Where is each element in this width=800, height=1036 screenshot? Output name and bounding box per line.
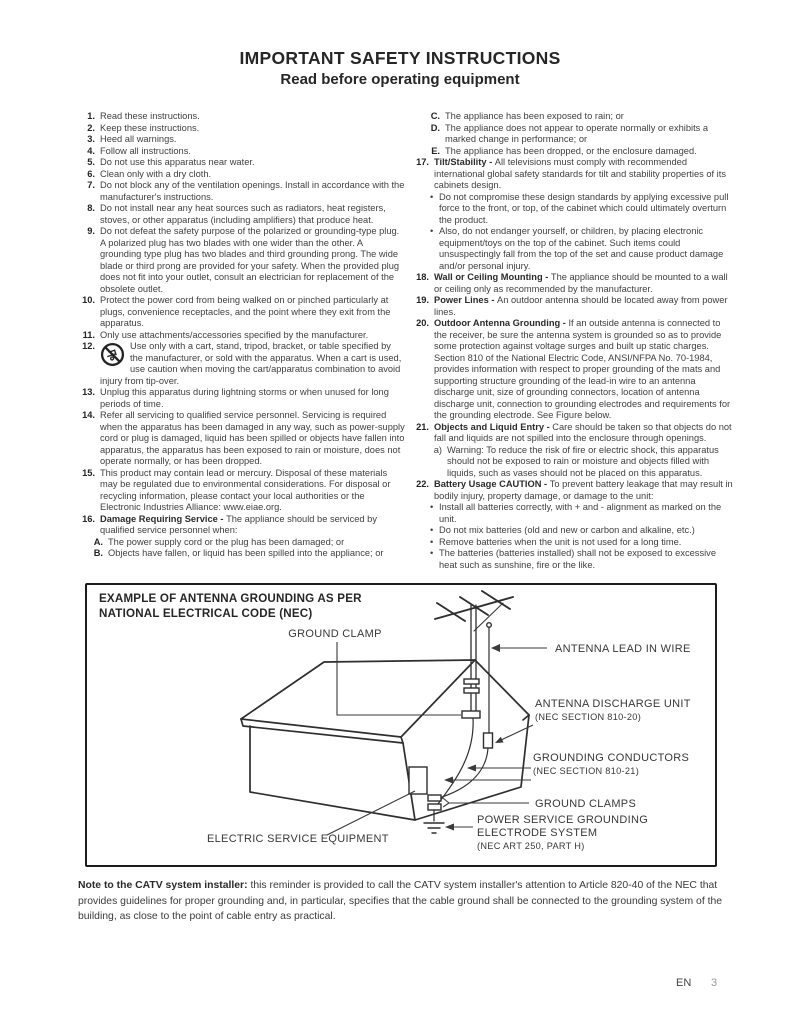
instruction-item: [78, 169, 406, 181]
item-text: Protect the power cord from being walked on or pinched particularly at plugs, convenience receptacles, and the point where they exit from the apparatus.: [100, 295, 391, 328]
item-text: Wall or Ceiling Mounting - The appliance should be mounted to a wall or ceiling only as recommended by the manufacturer.: [434, 272, 728, 294]
instruction-item: [78, 146, 406, 158]
item-text: Unplug this apparatus during lightning storms or when unused for long periods of time.: [100, 387, 389, 409]
item-text: Refer all servicing to qualified service personnel. Servicing is required when the apparatus has been damaged in any way, such as power-supply cord or plug is damaged, liquid has been spilled or objects have fallen into apparatus, the apparatus has been exposed to rain or moisture, does not operate normally, or has been dropped.: [100, 410, 405, 466]
item-text: The power supply cord or the plug has been damaged; or: [108, 536, 345, 547]
item-marker: 18.: [416, 272, 429, 282]
item-text: Battery Usage CAUTION - To prevent battery leakage that may result in bodily injury, property damage, or damage to the unit:: [434, 479, 733, 501]
item-text: Remove batteries when the unit is not used for a long time.: [439, 536, 682, 547]
item-marker: •: [430, 191, 434, 202]
instruction-item: [78, 203, 406, 226]
page-number: 3: [711, 977, 718, 989]
ground-clamp-label: GROUND CLAMP: [288, 628, 382, 640]
item-marker: •: [430, 226, 434, 236]
item-marker: •: [430, 548, 434, 558]
item-lead: Wall or Ceiling Mounting -: [434, 272, 551, 282]
item-text: Outdoor Antenna Grounding - If an outside antenna is connected to the receiver, be sure the antenna system is grounded so as to provide some protection against voltage surges and built up static charges. Section 810 of the National Electric Code, ANSI/NFPA No. 70-1984, provides information with respect to proper grounding of the mats and supporting structure grounding of the lead-in wire to an antenna discharge unit, size of grounding connectors, location of antenna discharge unit, connection to grounding electrodes and requirements for the grounding electrode. See Figure below.: [434, 318, 731, 420]
instruction-item: [428, 146, 733, 158]
item-marker: 12.: [82, 341, 95, 351]
item-marker: 8.: [87, 203, 95, 213]
antenna-discharge-unit-nec-label: (NEC SECTION 810-20): [535, 712, 642, 722]
item-text: This product may contain lead or mercury. Disposal of these materials may be regulated due to environmental considerations. For disposal or recycling information, please contact your local authorities or the Electronic Industries Alliance: www.eiae.org.: [100, 467, 391, 512]
instructions-left-column: [78, 111, 406, 560]
item-text: Warning: To reduce the risk of fire or electric shock, this apparatus should not be exposed to rain or moisture and objects filled with liquids, such as vases should not be placed on this apparatus.: [447, 444, 719, 478]
item-marker: 13.: [82, 387, 95, 397]
instruction-item: [78, 330, 406, 342]
instruction-item: [415, 157, 733, 192]
item-text: The appliance has been exposed to rain; or: [445, 111, 624, 121]
antenna-discharge-unit-label: ANTENNA DISCHARGE UNIT: [535, 698, 691, 710]
item-marker: 15.: [82, 467, 95, 478]
item-marker: a): [433, 444, 442, 455]
instruction-item: [428, 111, 733, 123]
ground-clamps-label: GROUND CLAMPS: [535, 798, 637, 810]
item-marker: 17.: [416, 157, 429, 167]
antenna-grounding-diagram: [87, 585, 713, 863]
item-text: Objects have fallen, or liquid has been spilled into the appliance; or: [108, 548, 384, 558]
item-marker: E.: [431, 145, 440, 156]
item-text: Do not compromise these design standards by applying excessive pull force to the front, or top, of the cabinet which could ultimately overturn the product.: [439, 191, 729, 225]
item-text: The appliance does not appear to operate normally or exhibits a marked change in performance; or: [445, 122, 709, 144]
antenna-lead-in-wire-label: ANTENNA LEAD IN WIRE: [555, 643, 691, 655]
grounding-conductors-label: GROUNDING CONDUCTORS: [533, 752, 690, 764]
item-text: Do not block any of the ventilation openings. Install in accordance with the manufacturer's instructions.: [100, 180, 405, 202]
instruction-item: [91, 548, 406, 560]
item-marker: 16.: [82, 513, 95, 524]
instruction-item: [78, 295, 406, 330]
item-marker: D.: [430, 122, 440, 133]
item-marker: B.: [93, 548, 103, 558]
item-marker: •: [430, 525, 434, 535]
item-text: Damage Requiring Service - The appliance should be serviced by qualified service personnel when:: [100, 513, 377, 535]
item-marker: 4.: [87, 145, 95, 156]
instruction-item: [78, 387, 406, 410]
item-marker: 21.: [416, 421, 429, 432]
instruction-item: [78, 514, 406, 537]
item-marker: •: [430, 536, 434, 547]
cart-tipover-warning-icon: [100, 342, 125, 367]
page-subtitle: Read before operating equipment: [280, 71, 520, 88]
instruction-item: [78, 134, 406, 146]
item-marker: 3.: [87, 134, 95, 144]
instruction-item: [78, 410, 406, 468]
instruction-item: [78, 111, 406, 123]
item-marker: 2.: [87, 122, 95, 133]
ground-symbol: [424, 823, 444, 833]
catv-note-text: this reminder is provided to call the CATV system installer's attention to Article 820-40 of the NEC that provides guidelines for proper grounding and, in particular, specifies that the cable ground shall be connected to the grounding system of the building, as close to the point of cable entry as practical.: [78, 880, 723, 922]
instruction-item: [428, 445, 733, 480]
item-text: Use only with a cart, stand, tripod, bracket, or table specified by the manufacturer, or sold with the apparatus. When a cart is used, use caution when moving the cart/apparatus combination to avoid injury from tip-over.: [100, 341, 402, 386]
item-marker: 1.: [87, 111, 95, 121]
catv-installer-note: [78, 878, 730, 925]
item-marker: 10.: [82, 295, 95, 305]
instruction-item: [78, 226, 406, 295]
instruction-item: [415, 295, 733, 318]
item-text: Read these instructions.: [100, 111, 200, 121]
item-marker: 7.: [87, 180, 95, 190]
antenna-grounding-diagram-box: [85, 583, 717, 867]
item-text: Power Lines - An outdoor antenna should be located away from power lines.: [434, 295, 728, 317]
instruction-item: [78, 123, 406, 135]
item-text: Keep these instructions.: [100, 122, 200, 133]
instruction-item: [91, 537, 406, 549]
instruction-item: [78, 341, 406, 387]
page-header: [0, 48, 800, 88]
item-text: Clean only with a dry cloth.: [100, 168, 212, 179]
electric-service-equipment-label: ELECTRIC SERVICE EQUIPMENT: [207, 833, 389, 845]
item-marker: 6.: [87, 168, 95, 179]
item-marker: A.: [93, 536, 103, 547]
item-text: Install all batteries correctly, with + and - alignment as marked on the unit.: [439, 502, 722, 524]
catv-note-lead: Note to the CATV system installer:: [78, 880, 248, 891]
instruction-item: [430, 226, 733, 272]
item-lead: Objects and Liquid Entry -: [434, 421, 553, 432]
antenna-discharge-unit-drawing: [484, 733, 493, 748]
instruction-item: [415, 318, 733, 422]
item-marker: C.: [430, 111, 440, 121]
instruction-item: [415, 422, 733, 445]
item-lead: Power Lines -: [434, 295, 498, 305]
item-marker: 14.: [82, 410, 95, 420]
instruction-item: [78, 468, 406, 514]
item-lead: Tilt/Stability -: [434, 157, 495, 167]
instruction-item: [430, 192, 733, 227]
item-text: Do not install near any heat sources such as radiators, heat registers, stoves, or other apparatus (including amplifiers) that produce heat.: [100, 203, 386, 225]
item-marker: 22.: [416, 479, 429, 489]
item-text: Do not mix batteries (old and new or carbon and alkaline, etc.): [439, 525, 695, 535]
power-service-grounding-nec-label: (NEC ART 250, PART H): [477, 841, 585, 851]
language-code: EN: [676, 977, 692, 989]
instruction-item: [428, 123, 733, 146]
page-title: IMPORTANT SAFETY INSTRUCTIONS: [239, 48, 561, 68]
item-text: The appliance has been dropped, or the enclosure damaged.: [445, 145, 697, 156]
instruction-item: [430, 537, 733, 549]
item-marker: 19.: [416, 295, 429, 305]
electric-service-equipment-drawing: [409, 767, 427, 794]
instruction-item: [430, 502, 733, 525]
instruction-item: [430, 548, 733, 571]
item-text: Also, do not endanger yourself, or children, by placing electronic equipment/toys on the top of the cabinet. Such items could unsuspectingly fall from the top of the set and cause product damage and/or personal injury.: [439, 226, 724, 271]
item-marker: 20.: [416, 318, 429, 328]
instruction-item: [415, 479, 733, 502]
item-marker: 9.: [87, 226, 95, 236]
item-text: Do not use this apparatus near water.: [100, 157, 255, 167]
item-text: The batteries (batteries installed) shall not be exposed to excessive heat such as sunshine, fire or the like.: [439, 548, 716, 570]
instruction-item: [430, 525, 733, 537]
ground-hardware-drawing: [409, 679, 480, 833]
item-text: Tilt/Stability - All televisions must comply with recommended international global safety standards for tilt and stability properties of its cabinets design.: [434, 157, 726, 190]
diagram-title: EXAMPLE OF ANTENNA GROUNDING AS PER NATIONAL ELECTRICAL CODE (NEC): [99, 592, 362, 620]
item-marker: •: [430, 502, 434, 512]
instruction-item: [415, 272, 733, 295]
item-text: Only use attachments/accessories specified by the manufacturer.: [100, 329, 369, 340]
item-text: Objects and Liquid Entry - Care should be taken so that objects do not fall and liquids are not spilled into the enclosure through openings.: [434, 421, 732, 443]
item-text: Heed all warnings.: [100, 134, 177, 144]
grounding-conductors-nec-label: (NEC SECTION 810-21): [533, 766, 640, 776]
instructions-right-column: [415, 111, 733, 571]
instruction-item: [78, 180, 406, 203]
instruction-item: [78, 157, 406, 169]
antenna-mast: [435, 591, 513, 718]
item-lead: Battery Usage CAUTION -: [434, 479, 550, 489]
item-text: Follow all instructions.: [100, 145, 191, 156]
item-marker: 11.: [82, 329, 95, 340]
item-lead: Outdoor Antenna Grounding -: [434, 318, 569, 328]
item-marker: 5.: [87, 157, 95, 167]
item-text: Do not defeat the safety purpose of the polarized or grounding-type plug. A polarized plug has two blades with one wider than the other. A grounding type plug has two blades and third grounding prong. The wide blade or third prong are provided for your safety. When the provided plug does not fit into your outlet, consult an electrician for replacement of the obsolete outlet.: [100, 226, 400, 294]
power-service-grounding-label-line2: ELECTRODE SYSTEM: [477, 827, 598, 839]
power-service-grounding-label-line1: POWER SERVICE GROUNDING: [477, 814, 649, 826]
item-lead: Damage Requiring Service -: [100, 513, 227, 524]
